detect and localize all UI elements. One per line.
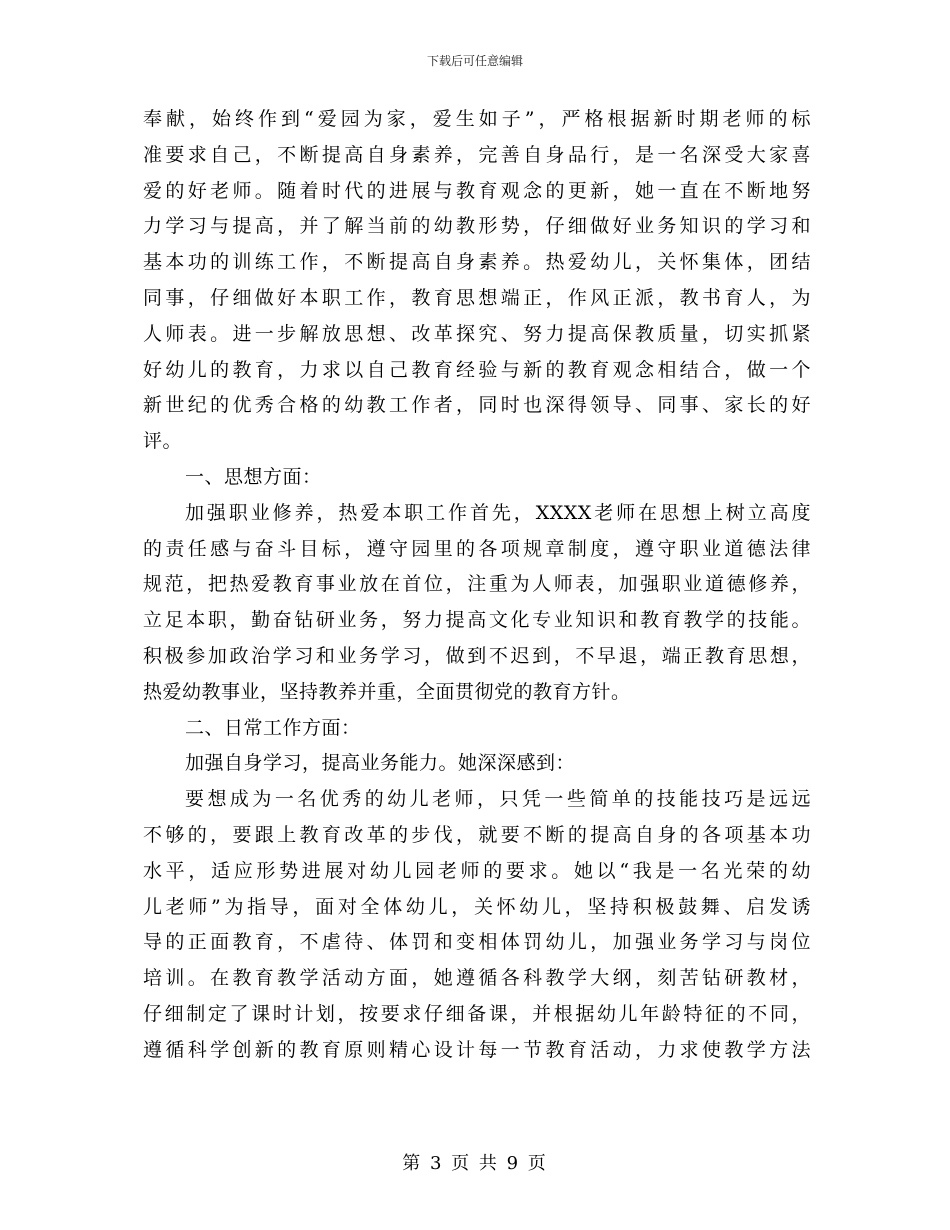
text-line: 爱的好老师。随着时代的进展与教育观念的更新，她一直在不断地努 <box>143 179 811 202</box>
text-line: 培训。在教育教学活动方面，她遵循各科教学大纲，刻苦钻研教材， <box>143 967 811 990</box>
text-line: 儿老师”为指导，面对全体幼儿，关怀幼儿，坚持积极鼓舞、启发诱 <box>143 895 811 918</box>
text-line: 要想成为一名优秀的幼儿老师，只凭一些简单的技能技巧是远远 <box>185 788 811 811</box>
page-header: 下载后可任意编辑 <box>426 54 523 68</box>
text-line: 同事，仔细做好本职工作，教育思想端正，作风正派，教书育人，为 <box>143 286 811 309</box>
page-number: 第 3 页 共 9 页 <box>402 1153 548 1174</box>
text-line: 好幼儿的教育，力求以自己教育经验与新的教育观念相结合，做一个 <box>143 358 811 381</box>
text-line: 导的正面教育，不虐待、体罚和变相体罚幼儿，加强业务学习与岗位 <box>143 931 811 954</box>
text-line: 立足本职，勤奋钻研业务，努力提高文化专业知识和教育教学的技能。 <box>143 609 811 632</box>
text-line: 准要求自己，不断提高自身素养，完善自身品行，是一名深受大家喜 <box>143 143 811 166</box>
text-line: 加强自身学习，提高业务能力。她深深感到： <box>185 752 576 775</box>
text-line: 基本功的训练工作，不断提高自身素养。热爱幼儿，关怀集体，团结 <box>143 251 811 274</box>
text-line: 新世纪的优秀合格的幼教工作者，同时也深得领导、同事、家长的好 <box>143 394 811 417</box>
text-line: 积极参加政治学习和业务学习，做到不迟到，不早退，端正教育思想， <box>143 644 811 667</box>
text-line: 奉献，始终作到“爱园为家，爱生如子”，严格根据新时期老师的标 <box>143 108 811 130</box>
text-line: 遵循科学创新的教育原则精心设计每一节教育活动，力求使教学方法 <box>143 1038 811 1061</box>
document-body <box>143 102 811 1069</box>
text-line: 规范，把热爱教育事业放在首位，注重为人师表，加强职业道德修养， <box>143 573 811 596</box>
text-line: 热爱幼教事业，坚持教养并重，全面贯彻党的教育方针。 <box>143 680 631 703</box>
text-line: 评。 <box>143 430 183 453</box>
text-line: 水平，适应形势进展对幼儿园老师的要求。她以“我是一名光荣的幼 <box>143 859 811 882</box>
text-line: 仔细制定了课时计划，按要求仔细备课，并根据幼儿年龄特征的不同， <box>143 1002 811 1025</box>
text-line: 人师表。进一步解放思想、改革探究、努力提高保教质量，切实抓紧 <box>143 322 811 345</box>
text-line: 的责任感与奋斗目标，遵守园里的各项规章制度，遵守职业道德法律 <box>143 537 811 560</box>
section-heading: 二、日常工作方面： <box>185 716 361 739</box>
text-line: 不够的，要跟上教育改革的步伐，就要不断的提高自身的各项基本功 <box>143 823 811 846</box>
text-line: 力学习与提高，并了解当前的幼教形势，仔细做好业务知识的学习和 <box>143 215 811 238</box>
section-heading: 一、思想方面： <box>185 465 322 488</box>
text-line: 加强职业修养，热爱本职工作首先，XXXX老师在思想上树立高度 <box>185 501 811 524</box>
